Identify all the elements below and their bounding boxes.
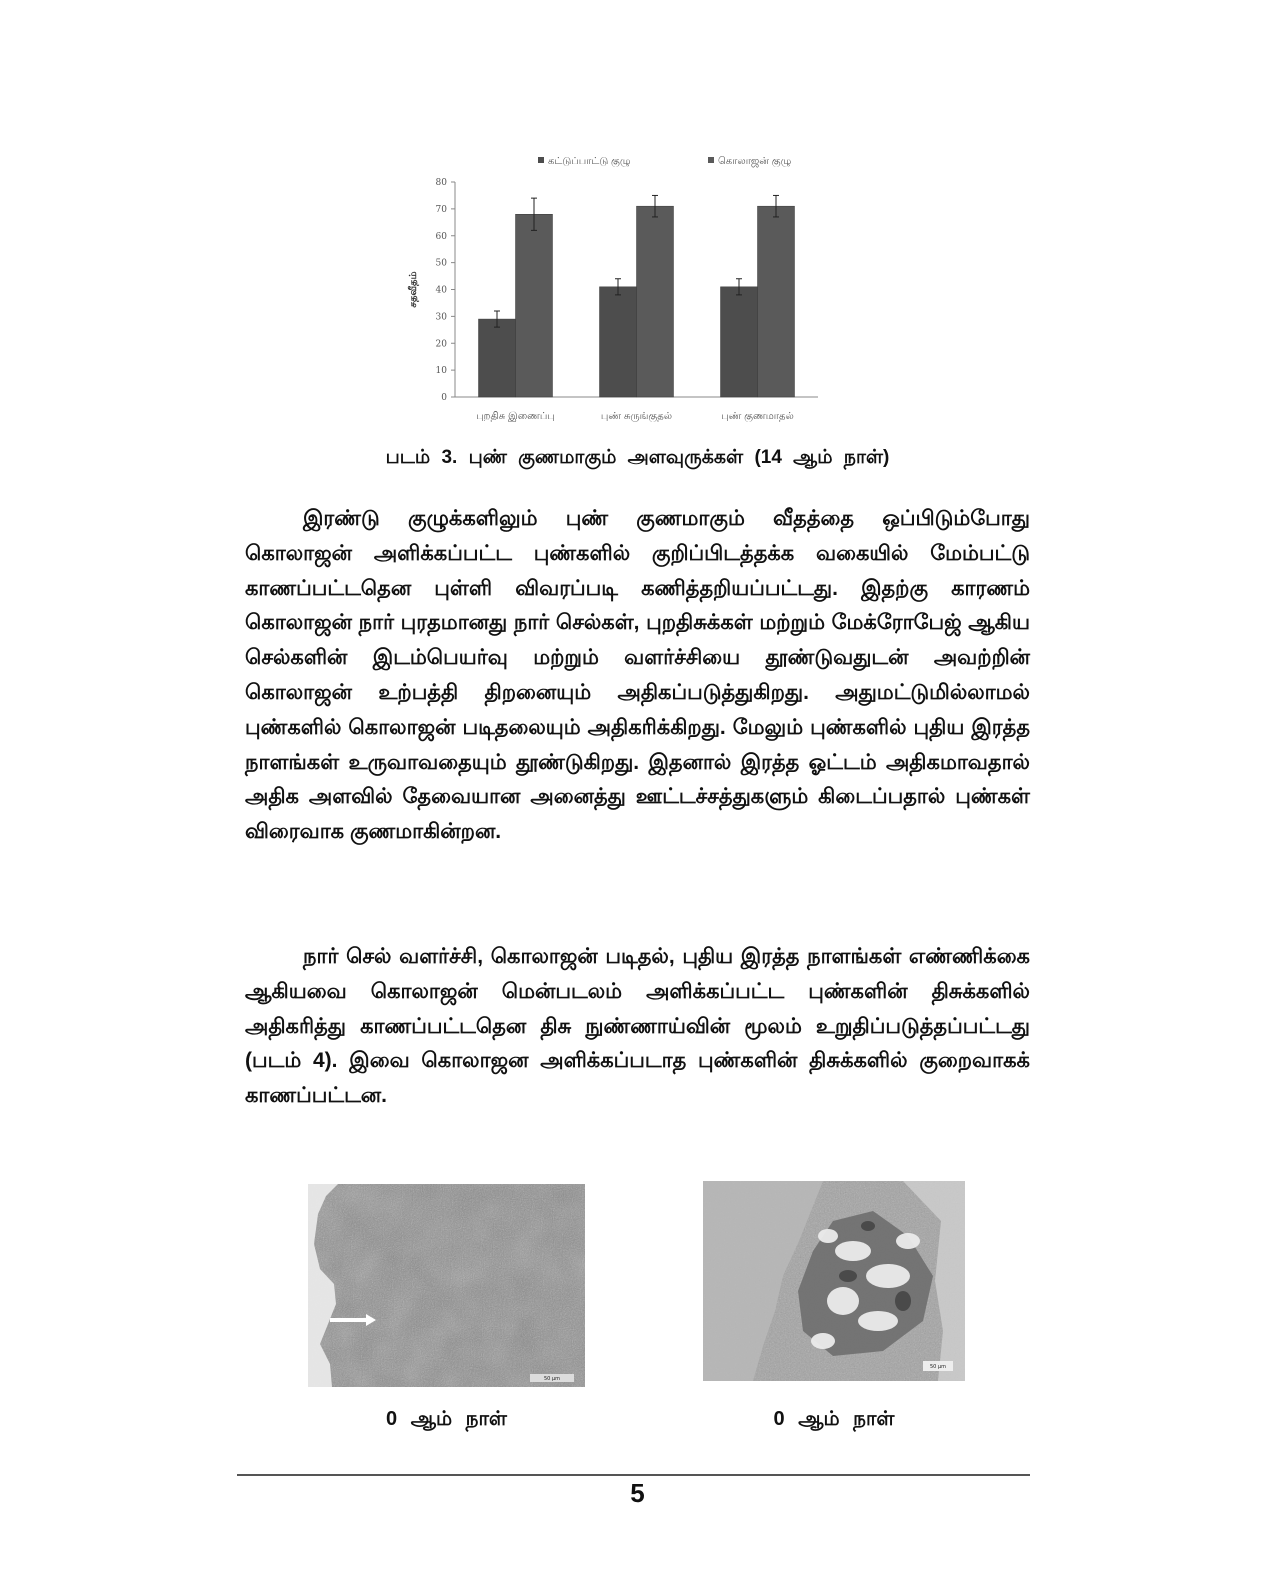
y-tick-label: 30 (435, 312, 447, 323)
y-tick-label: 0 (441, 393, 447, 403)
legend-label: கொலாஜன் குழு (718, 156, 792, 167)
scale-bar-label: 50 µm (543, 1376, 561, 1382)
legend-label: கட்டுப்பாட்டு குழு (548, 156, 631, 167)
bar-collagen-0 (516, 214, 553, 397)
y-tick-label: 60 (435, 231, 447, 242)
y-tick-label: 20 (435, 339, 447, 350)
y-tick-label: 50 (435, 258, 447, 269)
micrograph-right (703, 1181, 965, 1381)
bar-collagen-1 (637, 206, 674, 397)
micrograph-left (308, 1184, 585, 1387)
chart-svg (380, 140, 860, 440)
y-tick-label: 40 (435, 285, 447, 296)
bar-chart (380, 140, 860, 440)
y-tick-label: 10 (435, 366, 447, 377)
y-tick-label: 70 (435, 204, 447, 215)
legend-swatch (708, 157, 714, 163)
bar-collagen-2 (758, 206, 795, 397)
x-tick-label: புண் குணமாதல் (721, 411, 794, 422)
body-paragraph-1: இரண்டு குழுக்களிலும் புண் குணமாகும் வீதத்தை ஒப்பிடும்போது கொலாஜன் அளிக்கப்பட்ட புண்களில் குறிப்பிடத்தக்க வகையில் மேம்பட்டு காணப்பட்டதென புள்ளி விவரப்படி கணித்தறியப்பட்டது. இதற்கு காரணம் கொலாஜன் நார் புரதமானது நார் செல்கள், புறதிசுக்கள் மற்றும் மேக்ரோபேஜ் ஆகிய செல்களின் இடம்பெயர்வு மற்றும் வளர்ச்சியை தூண்டுவதுடன் அவற்றின் கொலாஜன் உற்பத்தி திறனையும் அதிகப்படுத்துகிறது. அதுமட்டுமில்லாமல் புண்களில் கொலாஜன் படிதலையும் அதிகரிக்கிறது. மேலும் புண்களில் புதிய இரத்த நாளங்கள் உருவாவதையும் தூண்டுகிறது. இதனால் இரத்த ஓட்டம் அதிகமாவதால் அதிக அளவில் தேவையான அனைத்து ஊட்டச்சத்துகளும் கிடைப்பதால் புண்கள் விரைவாக குணமாகின்றன. (245, 507, 1030, 844)
y-tick-label: 80 (435, 178, 447, 188)
bar-control-2 (721, 287, 758, 397)
legend-swatch (538, 157, 544, 163)
micrograph-left-image (308, 1184, 585, 1387)
micrograph-right-image (703, 1181, 965, 1381)
body-paragraph-2: நார் செல் வளர்ச்சி, கொலாஜன் படிதல், புதிய இரத்த நாளங்கள் எண்ணிக்கை ஆகியவை கொலாஜன் மென்படலம் அளிக்கப்பட்ட புண்களின் திசுக்களில் அதிகரித்து காணப்பட்டதென திசு நுண்ணாய்வின் மூலம் உறுதிப்படுத்தப்பட்டது (படம் 4). இவை கொலாஜன அளிக்கப்படாத புண்களின் திசுக்களில் குறைவாகக் காணப்பட்டன. (245, 945, 1030, 1108)
x-tick-label: புறதிசு இணைப்பு (476, 411, 555, 422)
scale-bar-label: 50 µm (929, 1364, 947, 1370)
image-caption-left: 0 ஆம் நாள் (386, 1408, 507, 1430)
y-axis-label: சதவீதம் (408, 271, 419, 308)
page-number: 5 (630, 1478, 645, 1508)
bar-control-0 (479, 319, 516, 397)
footer-divider (237, 1474, 1030, 1476)
bar-control-1 (600, 287, 637, 397)
x-tick-label: புண் சுருங்குதல் (600, 411, 673, 422)
figure-caption: படம் 3. புண் குணமாகும் அளவுருக்கள் (14 ஆம் நாள்) (385, 447, 890, 468)
image-caption-right: 0 ஆம் நாள் (773, 1408, 895, 1430)
